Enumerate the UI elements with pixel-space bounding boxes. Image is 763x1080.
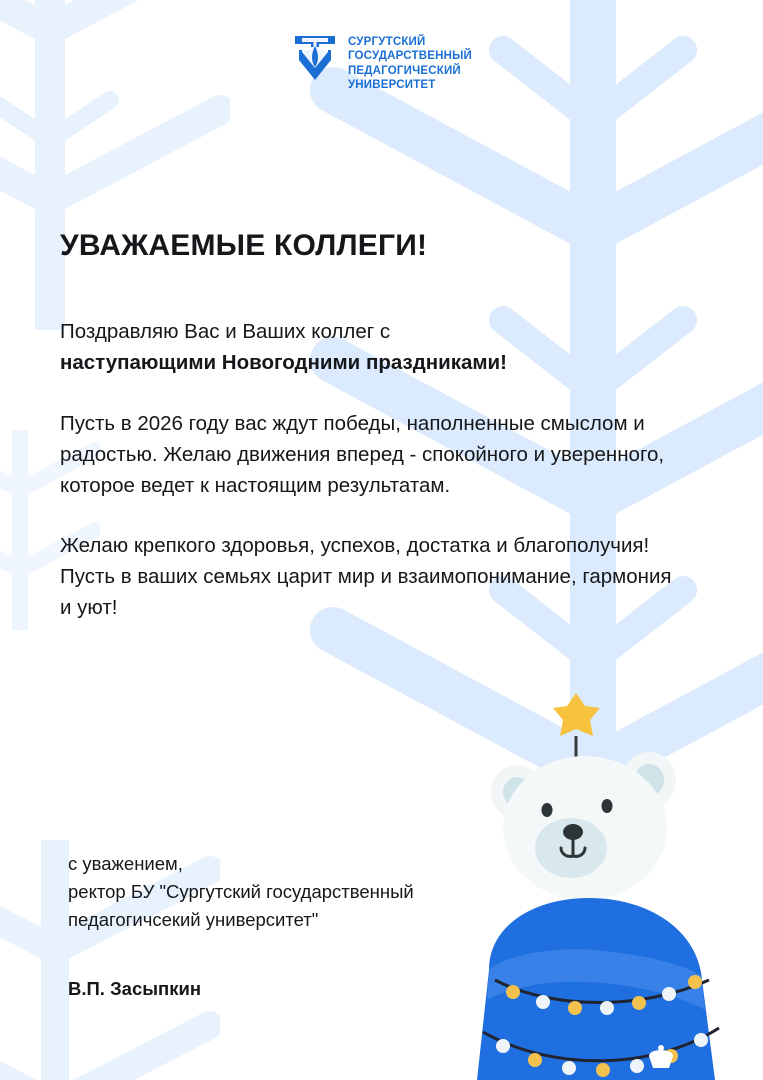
logo-text bbox=[348, 34, 472, 92]
signature-line-2: ректор БУ "Сургутский государственный bbox=[68, 881, 414, 902]
logo-line-1: СУРГУТСКИЙ bbox=[347, 36, 426, 48]
signature-line-1: с уважением, bbox=[68, 853, 183, 874]
logo-line-2: ГОСУДАРСТВЕННЫЙ bbox=[347, 50, 473, 63]
greeting-paragraph bbox=[60, 316, 680, 378]
signature-block bbox=[68, 850, 628, 1003]
logo-line-3: ПЕДАГОГИЧЕСКИЙ bbox=[347, 64, 461, 77]
university-logo bbox=[0, 34, 763, 92]
signature-line-3: педагогичсекий университет" bbox=[68, 909, 319, 930]
sgpu-logo-icon bbox=[291, 34, 339, 92]
message-body bbox=[60, 228, 700, 652]
logo-line-4: УНИВЕРСИТЕТ bbox=[347, 78, 436, 91]
star-icon bbox=[553, 693, 600, 736]
greeting-text-plain: Поздравляю Вас и Ваших коллег с bbox=[60, 320, 391, 343]
greeting-text-bold: наступающими Новогодними праздниками! bbox=[60, 351, 507, 374]
page-title: УВАЖАЕМЫЕ КОЛЛЕГИ! bbox=[60, 229, 428, 262]
wishes-paragraph-1: Пусть в 2026 году вас ждут победы, наполненные смыслом и радостью. Желаю движения вперед - спокойного и уверенного, которое ведет к настоящим результатам. bbox=[60, 412, 665, 497]
signatory-name: В.П. Засыпкин bbox=[68, 978, 202, 999]
wishes-paragraph-2: Желаю крепкого здоровья, успехов, достатка и благополучия! Пусть в ваших семьях царит мир и взаимопонимание, гармония и уют! bbox=[60, 534, 672, 619]
